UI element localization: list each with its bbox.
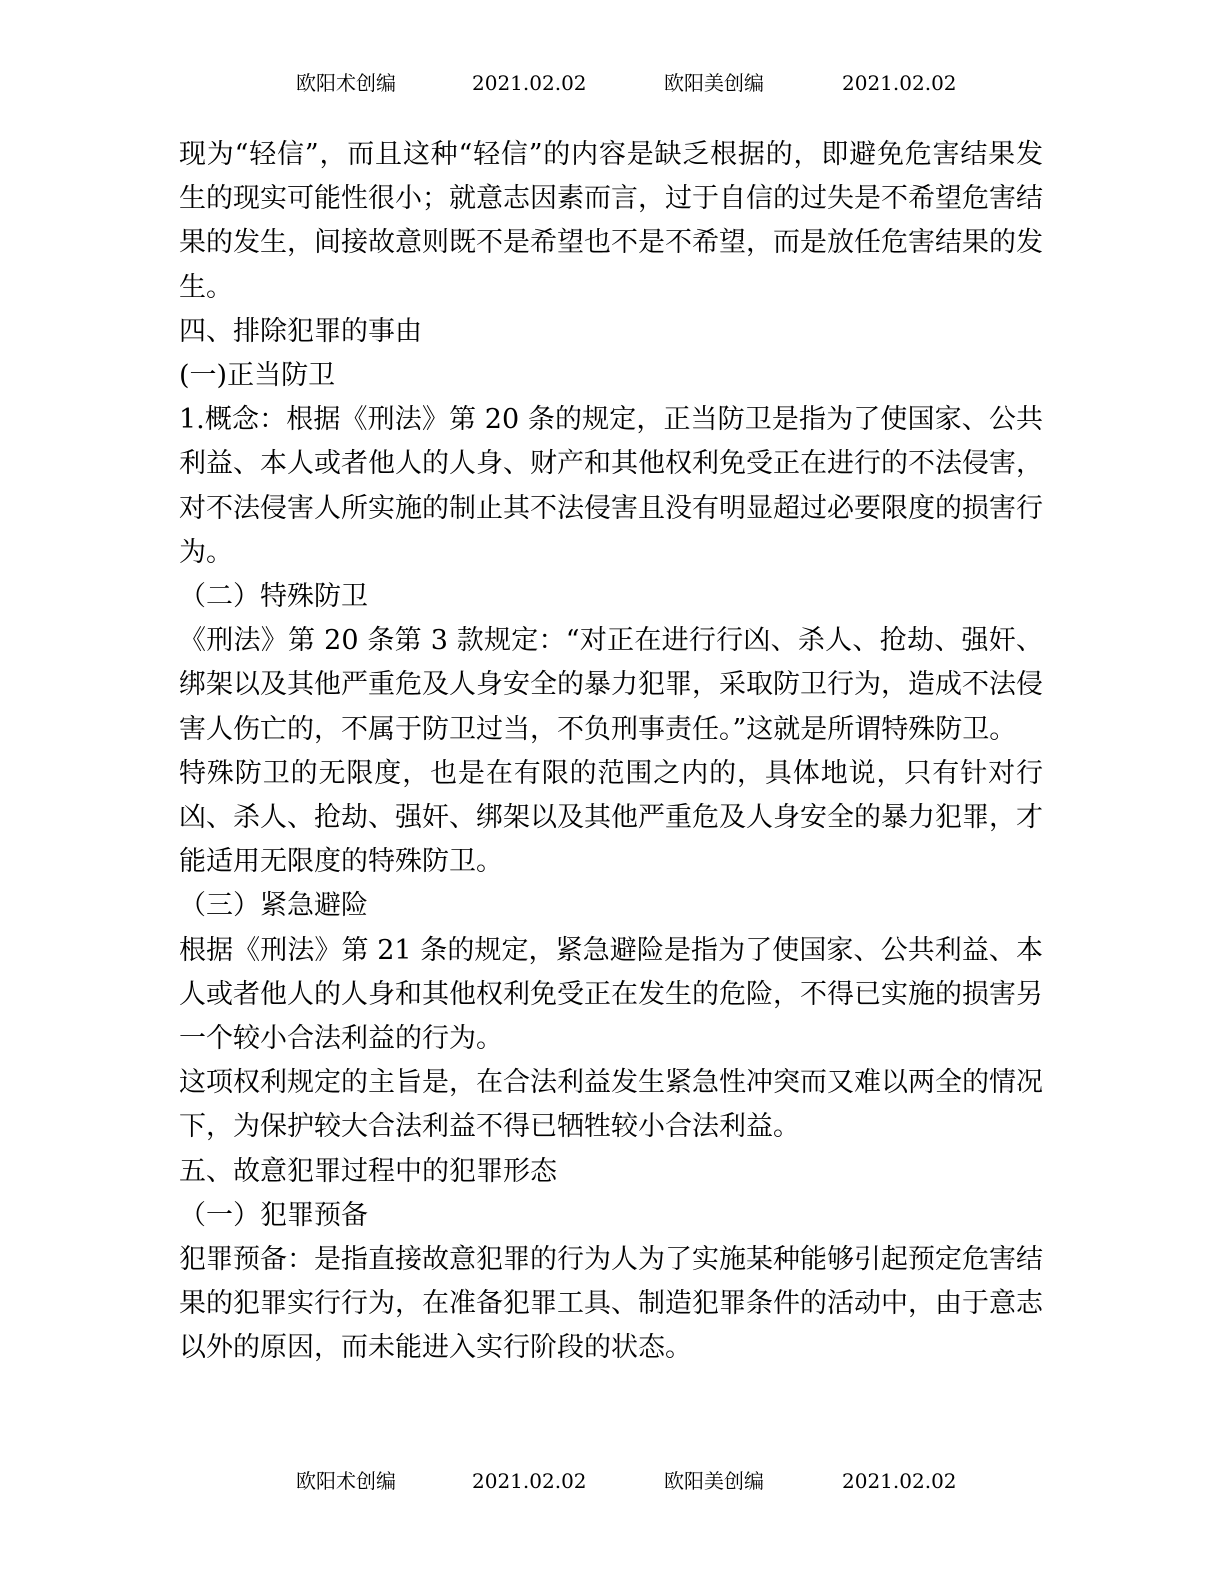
- footer-author-1: 欧阳术创编: [296, 1469, 396, 1493]
- section-heading-5: 五、故意犯罪过程中的犯罪形态: [179, 1155, 557, 1187]
- page-footer: [0, 1466, 1224, 1496]
- document-body: [179, 133, 1043, 1371]
- page-header: [0, 68, 1224, 98]
- paragraph-necessity-purpose: 这项权利规定的主旨是，在合法利益发生紧急性冲突而又难以两全的情况下，为保护较大合法利益不得已牺牲较小合法利益。: [179, 1067, 1043, 1143]
- subheading-special-defense: （二）特殊防卫: [179, 581, 368, 613]
- footer-date-2: 2021.02.02: [842, 1469, 957, 1493]
- subheading-preparation: （一）犯罪预备: [179, 1199, 368, 1231]
- header-date-1: 2021.02.02: [472, 71, 587, 95]
- section-heading-4: 四、排除犯罪的事由: [179, 315, 422, 347]
- paragraph-special-defense-article: 《刑法》第 20 条第 3 款规定：“对正在进行行凶、杀人、抢劫、强奸、绑架以及其他严重危及人身安全的暴力犯罪，采取防卫行为，造成不法侵害人伤亡的，不属于防卫过当，不负刑事责任。”这就是所谓特殊防卫。: [179, 625, 1043, 745]
- header-date-2: 2021.02.02: [842, 71, 957, 95]
- paragraph-preparation-definition: 犯罪预备：是指直接故意犯罪的行为人为了实施某种能够引起预定危害结果的犯罪实行行为，在准备犯罪工具、制造犯罪条件的活动中，由于意志以外的原因，而未能进入实行阶段的状态。: [179, 1244, 1043, 1364]
- paragraph-special-defense-limit: 特殊防卫的无限度，也是在有限的范围之内的，具体地说，只有针对行凶、杀人、抢劫、强奸、绑架以及其他严重危及人身安全的暴力犯罪，才能适用无限度的特殊防卫。: [179, 757, 1043, 878]
- header-author-1: 欧阳术创编: [296, 71, 396, 95]
- subheading-necessity: （三）紧急避险: [179, 890, 368, 922]
- paragraph-self-defense-concept: 1.概念：根据《刑法》第 20 条的规定，正当防卫是指为了使国家、公共利益、本人或者他人的人身、财产和其他权利免受正在进行的不法侵害，对不法侵害人所实施的制止其不法侵害且没有明显超过必要限度的损害行为。: [179, 404, 1043, 568]
- subheading-self-defense: (一)正当防卫: [179, 360, 336, 392]
- paragraph-negligence-continued: 现为“轻信”，而且这种“轻信”的内容是缺乏根据的，即避免危害结果发生的现实可能性很小；就意志因素而言，过于自信的过失是不希望危害结果的发生，间接故意则既不是希望也不是不希望，而是放任危害结果的发生。: [179, 139, 1043, 303]
- footer-date-1: 2021.02.02: [472, 1469, 587, 1493]
- paragraph-necessity-concept: 根据《刑法》第 21 条的规定，紧急避险是指为了使国家、公共利益、本人或者他人的人身和其他权利免受正在发生的危险，不得已实施的损害另一个较小合法利益的行为。: [179, 934, 1043, 1055]
- footer-author-2: 欧阳美创编: [664, 1469, 764, 1493]
- header-author-2: 欧阳美创编: [664, 71, 764, 95]
